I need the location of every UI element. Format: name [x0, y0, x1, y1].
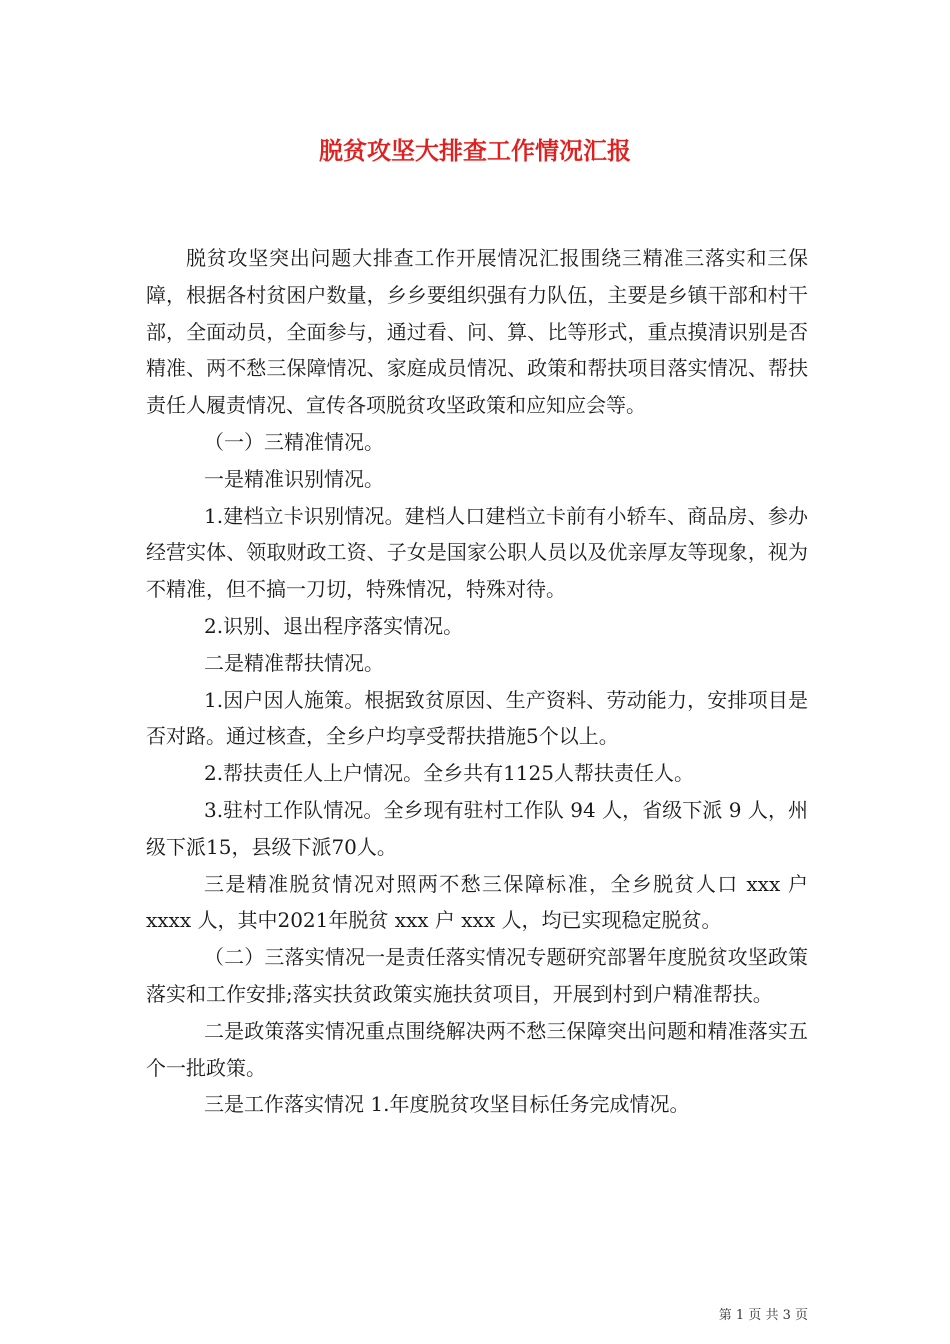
document-body [146, 240, 808, 1123]
paragraph-item: 1.建档立卡识别情况。建档人口建档立卡前有小轿车、商品房、参办经营实体、领取财政工资、子女是国家公职人员以及优亲厚友等现象，视为不精准，但不搞一刀切，特殊情况，特殊对待。 [146, 503, 808, 602]
paragraph-item: 2.帮扶责任人上户情况。全乡共有1125人帮扶责任人。 [204, 761, 694, 786]
paragraph-item: 三是精准脱贫情况对照两不愁三保障标准，全乡脱贫人口 xxx 户 xxxx 人，其中2021年脱贫 xxx 户 xxx 人，均已实现稳定脱贫。 [146, 871, 808, 933]
paragraph-subheading: 二是精准帮扶情况。 [204, 650, 384, 675]
paragraph-item: 3.驻村工作队情况。全乡现有驻村工作队 94 人，省级下派 9 人，州级下派15，县级下派70人。 [146, 797, 808, 859]
paragraph-item: 2.识别、退出程序落实情况。 [204, 613, 464, 638]
page-footer: 第 1 页 共 3 页 [718, 1308, 808, 1323]
paragraph-item: 三是工作落实情况 1.年度脱贫攻坚目标任务完成情况。 [204, 1092, 690, 1117]
paragraph-item: 二是政策落实情况重点围绕解决两不愁三保障突出问题和精准落实五个一批政策。 [146, 1018, 808, 1080]
paragraph-section-heading: （一）三精准情况。 [204, 429, 384, 454]
paragraph-section-heading: （二）三落实情况一是责任落实情况专题研究部署年度脱贫攻坚政策落实和工作安排;落实扶贫政策实施扶贫项目，开展到村到户精准帮扶。 [146, 945, 808, 1006]
document-title: 脱贫攻坚大排查工作情况汇报 [319, 136, 631, 165]
paragraph-item: 1.因户因人施策。根据致贫原因、生产资料、劳动能力，安排项目是否对路。通过核查，全乡户均享受帮扶措施5个以上。 [146, 687, 808, 749]
paragraph-subheading: 一是精准识别情况。 [204, 466, 384, 491]
paragraph-intro: 脱贫攻坚突出问题大排查工作开展情况汇报围绕三精准三落实和三保障，根据各村贫困户数量，乡乡要组织强有力队伍，主要是乡镇干部和村干部，全面动员，全面参与，通过看、问、算、比等形式，重点摸清识别是否精准、两不愁三保障情况、家庭成员情况、政策和帮扶项目落实情况、帮扶责任人履责情况、宣传各项脱贫攻坚政策和应知应会等。 [146, 246, 808, 418]
